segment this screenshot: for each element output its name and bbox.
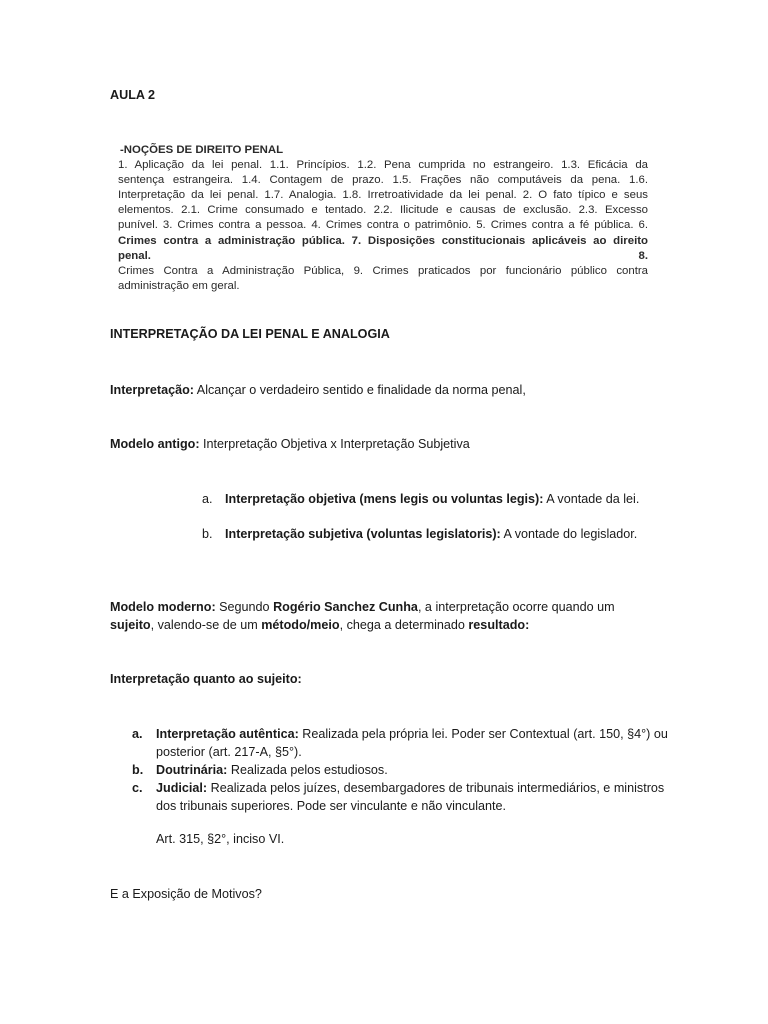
list-item-label: Doutrinária: — [156, 763, 228, 777]
list-item-text: Realizada pelos estudiosos. — [227, 763, 388, 777]
syllabus-line: 1. Aplicação da lei penal. 1.1. Princípios. 1.2. Pena cumprida no estrangeiro. 1.3. Eficácia da — [118, 159, 648, 172]
syllabus-title: -NOÇÕES DE DIREITO PENAL — [120, 144, 284, 156]
list-item — [132, 780, 672, 815]
list-item-label: Judicial: — [156, 781, 208, 795]
list-item-label: Interpretação objetiva (mens legis ou voluntas legis): — [225, 492, 544, 506]
list-marker: a. — [202, 492, 213, 506]
keyword-metodo: método/meio — [261, 617, 340, 632]
keyword-resultado: resultado: — [468, 617, 530, 632]
syllabus-line: elementos. 2.1. Crime consumado e tentado. 2.2. Ilicitude e causas de exclusão. 2.3. Excesso — [118, 204, 648, 217]
modelo-antigo-label: Modelo antigo: — [110, 437, 200, 451]
list-item — [132, 762, 672, 780]
syllabus-line: punível. 3. Crimes contra a pessoa. 4. Crimes contra o patrimônio. 5. Crimes contra a fé pública. 6. — [118, 219, 648, 232]
syllabus-line: Crimes contra a administração pública. 7. Disposições constitucionais aplicáveis ao direito penal. 8. — [118, 234, 648, 262]
list-item — [132, 726, 672, 761]
lesson-heading: AULA 2 — [110, 88, 156, 102]
interpretacao-text: Alcançar o verdadeiro sentido e finalidade da norma penal, — [193, 383, 526, 397]
list-marker: a. — [132, 727, 143, 741]
list-marker: b. — [202, 527, 213, 541]
section-title: INTERPRETAÇÃO DA LEI PENAL E ANALOGIA — [110, 327, 390, 341]
article-reference: Art. 315, §2°, inciso VI. — [156, 832, 285, 846]
list-marker: b. — [132, 763, 144, 777]
list-item-text: Realizada pela própria lei. Poder ser Contextual (art. 150, §4°) ou posterior (art. 217-A, §5°). — [156, 727, 668, 759]
text-run: , valendo-se de um — [150, 617, 262, 632]
list-item-text: A vontade da lei. — [543, 492, 640, 506]
interpretacao-paragraph — [110, 383, 526, 397]
text-run: , a interpretação ocorre quando um — [417, 600, 615, 614]
interpretacao-label: Interpretação: — [110, 383, 194, 397]
text-run: , chega a determinado — [339, 617, 469, 632]
syllabus-line: sentença estrangeira. 1.4. Contagem de prazo. 1.5. Frações não computáveis da pena. 1.6. — [118, 174, 648, 187]
modelo-antigo-paragraph — [110, 437, 470, 451]
list-item-text: Realizada pelos juízes, desembargadores de tribunais intermediários, e ministros dos tribunais superiores. Pode ser vinculante e não vinculante. — [156, 781, 665, 813]
modelo-antigo-text: Interpretação Objetiva x Interpretação Subjetiva — [199, 437, 470, 451]
syllabus-excerpt-image — [118, 143, 648, 294]
modelo-moderno-label: Modelo moderno: — [110, 600, 216, 614]
list-item-text: A vontade do legislador. — [500, 527, 638, 541]
subject-heading: Interpretação quanto ao sujeito: — [110, 672, 302, 686]
list-item-label: Interpretação autêntica: — [156, 727, 299, 741]
list-marker: c. — [132, 781, 143, 795]
text-run: Segundo — [215, 600, 274, 614]
list-item-label: Interpretação subjetiva (voluntas legislatoris): — [225, 527, 501, 541]
author-name: Rogério Sanchez Cunha — [273, 600, 418, 614]
syllabus-line: Interpretação da lei penal. 1.7. Analogia. 1.8. Irretroatividade da lei penal. 2. O fato típico e seus — [118, 189, 648, 202]
modelo-moderno-paragraph — [110, 599, 670, 634]
keyword-sujeito: sujeito — [110, 617, 151, 632]
syllabus-line: Crimes Contra a Administração Pública, 9. Crimes praticados por funcionário público contra — [118, 264, 648, 277]
closing-question: E a Exposição de Motivos? — [110, 887, 262, 901]
syllabus-line: administração em geral. — [118, 279, 240, 292]
